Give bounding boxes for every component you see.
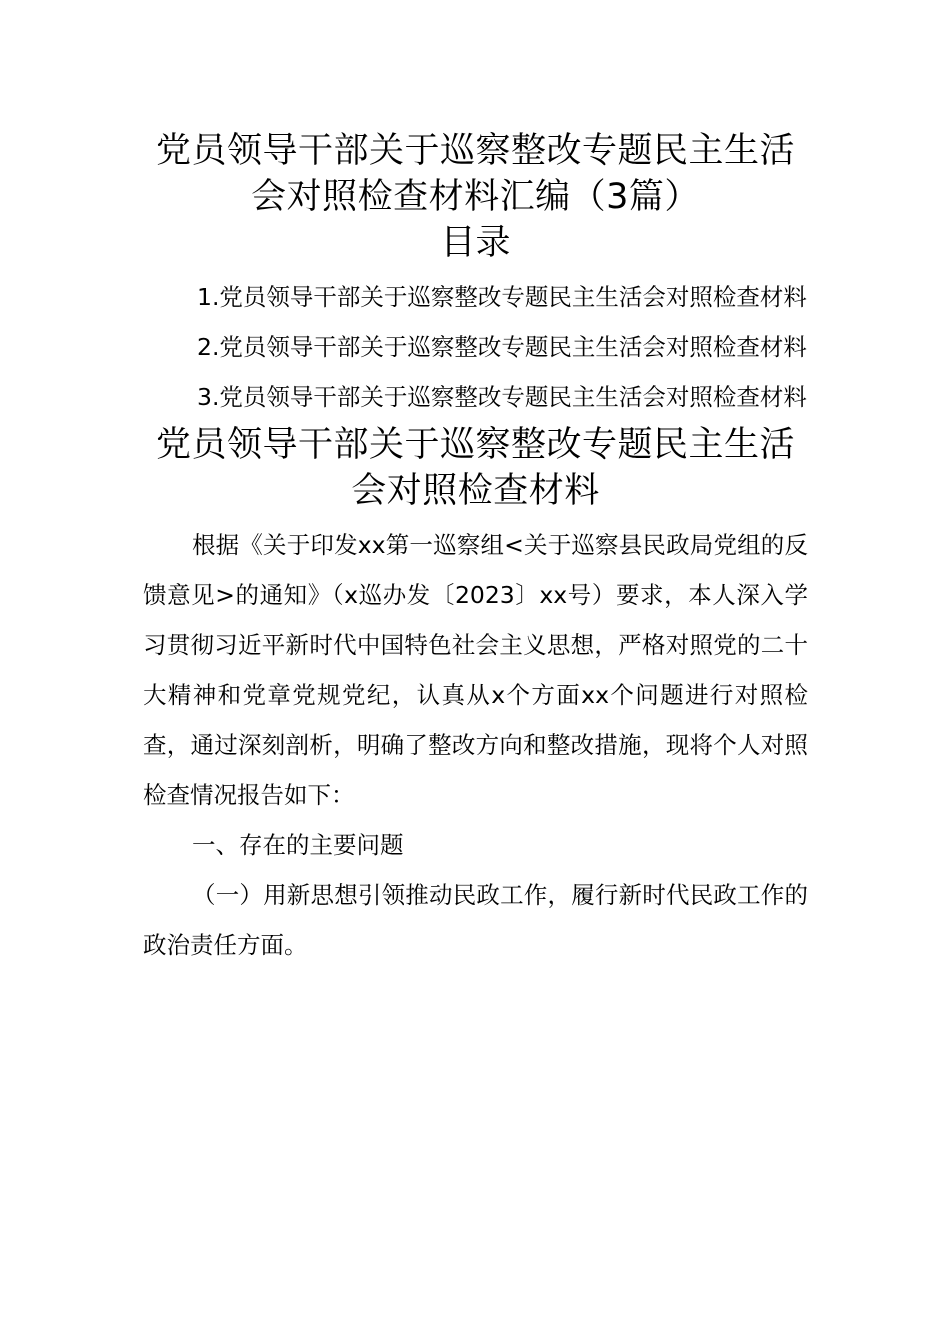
body-paragraph-intro: 根据《关于印发xx第一巡察组<关于巡察县民政局党组的反馈意见>的通知》（x巡办发〔2023〕xx号）要求，本人深入学习贯彻习近平新时代中国特色社会主义思想，严格对照党的二十大精神和党章党规党纪，认真从x个方面xx个问题进行对照检查，通过深刻剖析，明确了整改方向和整改措施，现将个人对照检查情况报告如下： [143,531,808,809]
article-title-line-2: 会对照检查材料 [351,471,600,511]
toc-item-2[interactable]: 2.党员领导干部关于巡察整改专题民主生活会对照检查材料 [197,333,807,361]
main-title-line-1: 党员领导干部关于巡察整改专题民主生活 [155,131,795,171]
toc-item-3[interactable]: 3.党员领导干部关于巡察整改专题民主生活会对照检查材料 [197,383,807,411]
section-heading-problems: 一、存在的主要问题 [192,831,404,859]
table-of-contents [143,272,808,422]
document-page [143,128,808,970]
subsection-heading-1: （一）用新思想引领推动民政工作，履行新时代民政工作的政治责任方面。 [143,881,808,959]
toc-item-1[interactable]: 1.党员领导干部关于巡察整改专题民主生活会对照检查材料 [197,283,807,311]
main-title-line-2: 会对照检查材料汇编（3篇） [251,177,700,217]
article-title-line-1: 党员领导干部关于巡察整改专题民主生活 [155,425,795,465]
toc-heading: 目录 [440,223,511,263]
article-title [143,422,808,514]
main-title [143,128,808,220]
